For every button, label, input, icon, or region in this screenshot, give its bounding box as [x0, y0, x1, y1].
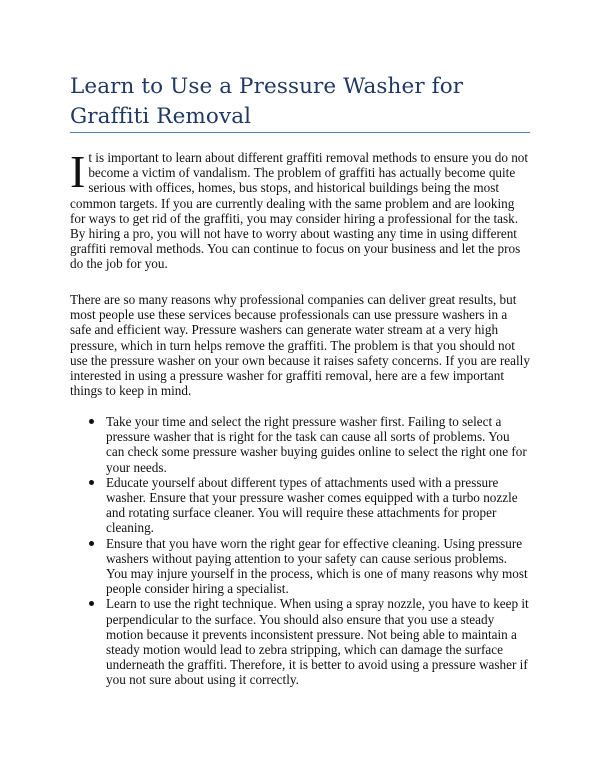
list-item [70, 596, 530, 687]
bullet-dot-icon [89, 601, 94, 606]
bullet-dot-icon [89, 541, 94, 546]
list-item-text: Learn to use the right technique. When using a spray nozzle, you have to keep it perpendicular to the surface. You should also ensure that you use a steady motion because it prevents inconsistent pressure. Not being able to maintain a steady motion would lead to zebra stripping, which can damage the surface underneath the graffiti. Therefore, it is better to avoid using a pressure washer if you not sure about using it correctly. [106, 596, 529, 688]
title-underline-divider [70, 132, 530, 133]
tips-bullet-list [70, 414, 530, 688]
list-item-text: Ensure that you have worn the right gear for effective cleaning. Using pressure washers without paying attention to your safety can cause serious problems. You may injure yourself in the process, which is one of many reasons why most people consider hiring a specialist. [106, 535, 528, 597]
drop-cap-letter: I [70, 146, 86, 197]
bullet-dot-icon [89, 419, 94, 424]
list-item [70, 475, 530, 536]
reasons-paragraph: There are so many reasons why professional companies can deliver great results, but most people use these services because professionals can use pressure washers in a safe and efficient way. Pressure washers can generate water stream at a very high pressure, which in turn helps remove the graffiti. The problem is that you should not use the pressure washer on your own because it raises safety concerns. If you are really interested in using a pressure washer for graffiti removal, here are a few important things to keep in mind. [70, 292, 530, 399]
list-item [70, 536, 530, 597]
intro-paragraph [70, 146, 530, 272]
bullet-dot-icon [89, 480, 94, 485]
list-item [70, 414, 530, 475]
list-item-text: Educate yourself about different types of attachments used with a pressure washer. Ensure that your pressure washer comes equipped with a turbo nozzle and rotating surface cleaner. You will require these attachments for proper cleaning. [106, 474, 518, 536]
intro-paragraph-text: t is important to learn about different graffiti removal methods to ensure you do not become a victim of vandalism. The problem of graffiti has actually become quite serious with offices, homes, bus stops, and historical buildings being the most common targets. If you are currently dealing with the same problem and are looking for ways to get rid of the graffiti, you may consider hiring a professional for the task. By hiring a pro, you will not have to worry about wasting any time in using different graffiti removal methods. You can continue to focus on your business and let the pros do the job for you. [70, 150, 529, 272]
page-title: Learn to Use a Pressure Washer for Graffiti Removal [70, 74, 464, 129]
list-item-text: Take your time and select the right pressure washer first. Failing to select a pressure washer that is right for the task can cause all sorts of problems. You can check some pressure washer buying guides online to select the right one for your needs. [106, 414, 527, 475]
